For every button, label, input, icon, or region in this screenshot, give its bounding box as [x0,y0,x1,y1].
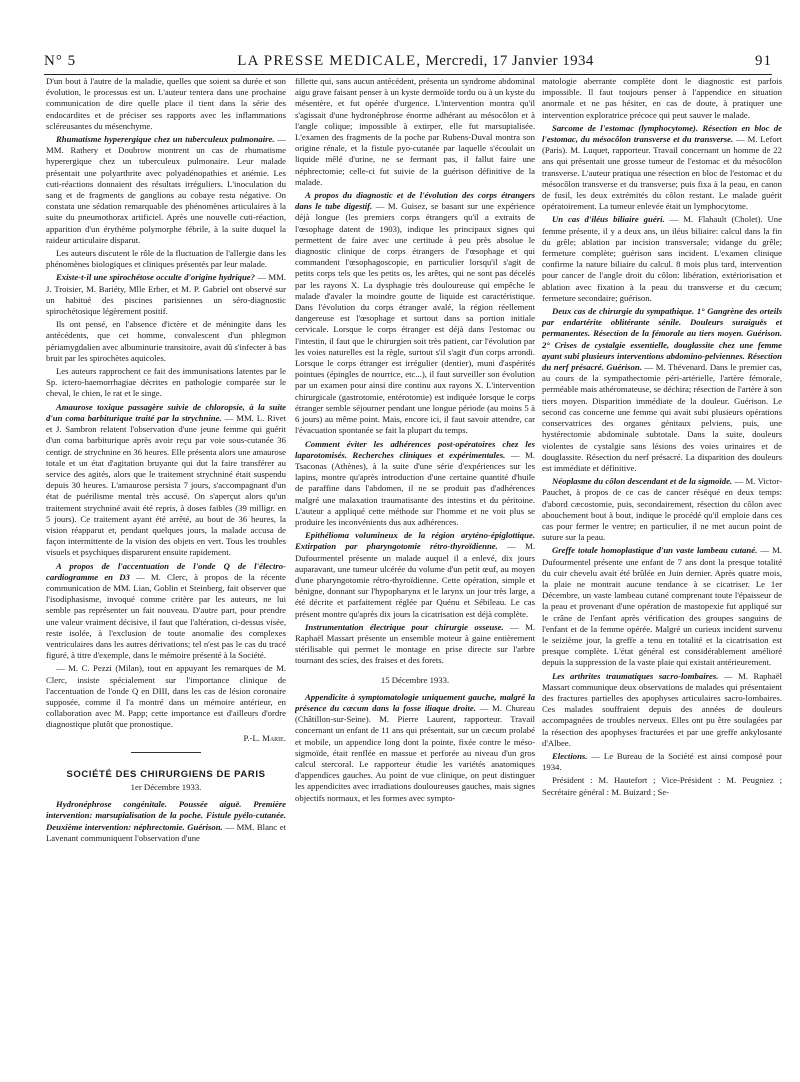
article [295,622,535,667]
article-title: Amaurose toxique passagère suivie de chloropsie, à la suite d'un coma barbiturique traité par la strychnine. [46,401,286,423]
article [295,530,535,620]
article-title: Néoplasme du côlon descendant et de la sigmoïde. [552,476,733,487]
paragraph: fillette qui, sans aucun antécédent, présenta un syndrome abdominal aigu grave faisant penser à un kyste dermoïde tordu ou à un kyste du mésentère, et fut opérée d'urgence. L'intervention montra qu'il s'agissait d'une hydronéphrose énorme adhérant au mésocôlon et à l'angle colique; impossible à extirper, elle fut marsupialisée. L'examen des fragments de la poche par Rubens-Duval montra son origine rénale, et la fistule pyo-cutanée par laquelle s'écoulait un liquide mêlé d'urine, ne se fermant pas, il fallut faire une néphrectomie; celle-ci fut suivie de la guérison définitive de la malade. [295,76,535,187]
article-title: Comment éviter les adhérences post-opératoires chez les laparotomisés. Recherches cliniques et expérimentales. [295,438,535,460]
article-title: A propos de l'accentuation de l'onde Q de l'électro-cardiogramme en D3 [46,560,286,582]
section-heading: SOCIÉTÉ DES CHIRURGIENS DE PARIS [66,768,266,780]
paragraph: Les auteurs discutent le rôle de la fluctuation de l'allergie dans les phénomènes biologiques et cliniques présentés par leur malade. [46,248,286,270]
paragraph: — M. C. Pezzi (Milan), tout en appuyant les remarques de M. Clerc, insiste spécialement sur l'importance clinique de l'accentuation de l'onde Q en DIII, dans les cas de lésion coronaire supposée, comme il l'a montré dans un mémoire antérieur, en collaboration avec M. Papp; cette importance est d'ailleurs d'ordre diagnostique plutôt que pronostique. [46,663,286,730]
page-header [44,44,772,75]
article-title: Existe-t-il une spirochétose occulte d'origine hydrique? [56,272,255,283]
article [542,476,782,543]
article [295,439,535,529]
issue-number: N° 5 [44,53,77,69]
section-date: 1er Décembre 1933. [130,781,202,792]
article [295,692,535,804]
article-title: Les arthrites traumatiques sacro-lombaires. [552,670,719,681]
article-title: Greffe totale homoplastique d'un vaste lambeau cutané. [552,545,758,556]
paragraph: Ils ont pensé, en l'absence d'ictère et de méningite dans les antécédents, que cet homme, convalescent d'un phlegmon périamygdalien avec albuminurie transitoire, avait dû s'infecter à bas bruit par les spirochètes aquicoles. [46,319,286,363]
article-body: — M. Thévenard. Dans le premier cas, au cours de la sympathectomie péri-artérielle, l'artère fémorale, perméable mais athéromateuse, se déchira; résection de l'artère à son tiers moyen. Disparition immédiate de la douleur. Guérison. Le second cas concerne une femme qui avait subi plusieurs opérations conservatrices des organes génitaux pelviens, puis, une hystérectomie abdominale subtotale. Dans la suite, douleurs violentes de cystalgie sans lésions des voies urinaires et de douglassite. Résection du nerf présacré. La disparition des douleurs est immédiate et définitive. [542,362,782,473]
session-date: 15 Décembre 1933. [380,674,450,685]
article-body: — MM. J. Troisier, M. Bariéty, Mlle Erber, et M. P. Gabriel ont observé sur un habitué des piscines parisiennes un séro-diagnostic spirochétosique légèrement positif. [46,272,286,317]
divider [131,752,201,753]
article-title: Appendicite à symptomatologie uniquement gauche, malgré la présence du cæcum dans la fosse iliaque droite. [295,691,535,713]
journal-name: LA PRESSE MEDICALE, [237,53,422,69]
article-body: — MM. Rathery et Doubrow montrent un cas de rhumatisme hyperergique chez un tuberculeux pulmonaire. Leur malade présentait une polyarthrite avec polyadénopathies et anémie. Les cuti-réactions donnaient des résultats irréguliers. L'inoculation du sang et de fragments de ganglions au cobaye resta négative. On constata une sédation remarquable des phénomènes articulaires à la suite du pneumothorax artificiel. Après une nouvelle cuti-réaction, apparition d'un érythème polymorphe fébrile, à la suite duquel la raideur articulaire disparut. [46,134,286,245]
article-title: Instrumentation électrique pour chirurgie osseuse. [305,621,504,632]
article [542,306,782,474]
running-title [237,53,594,70]
article-title: Hydronéphrose congénitale. Poussée aiguë. Première intervention: marsupialisation de la poche. Fistule pyélo-cutanée. Deuxième intervention: néphrectomie. Guérison. [46,799,286,832]
article-body: — M. Dufourmentel présente une enfant de 7 ans dont la presque totalité du cuir chevelu avait été brûlée en Juin dernier. Après quatre mois, la plaie ne montrait aucune tendance à se cicatriser. Le 1er Décembre, un vaste lambeau cutané comprenant toute l'épaisseur de la peau et provenant d'une opération de mastopexie fut appliqué sur le crâne de l'enfant après vérification des groupes sanguins de l'enfant et de la femme opérée. Malgré un curieux incident survenu le seizième jour, la greffe a tenu en totalité et la cicatrisation est presque complète. L'état général est considérablement amélioré depuis la suppression de la vaste plaie qui existait antérieurement. [542,545,782,668]
article-body: — M. Guisez, se basant sur une expérience déjà longue (les premiers corps étrangers qu'il a extraits de l'œsophage datent de 1903), indique les principaux signes qui permettent de faire avec une certitude à peu près absolue le diagnostic clinique de corps étrangers de l'œsophage et qui commandent l'œsophagoscopie, en particulier lorsqu'il s'agit de petits corps tels que les petits os, les arêtes, qui ne sont pas décelés par les rayons X. La dysphagie très douloureuse qui empêche le malade d'avaler la moindre goutte de liquide est caractéristique. Dans l'évolution du corps étranger avalé, la région réellement dangereuse est l'œsophage et surtout dans sa portion initiale cervicale. Lorsque le corps étranger est déjà dans l'estomac ou l'intestin, il faut que le chirurgien soit très patient, car l'évolution par les voies naturelles est la règle, surtout s'il s'agit d'un corps arrondi. Lorsque le corps étranger est irrégulier (dentier), muni d'aspérités pointues (épingles de nourrice, etc...), il faut surveiller son évolution par un examen pour ainsi dire continu aux rayons X. L'intervention chirurgicale (gastrotomie, entérotomie) est indiquée lorsque le corps étranger semble séjourner pendant une longue période (au moins 5 à 6 jours) au même point. Mais, encore ici, il faut savoir attendre, car l'évacuation spontanée se fait la plupart du temps. [295,201,535,436]
article-body: — MM. Blanc et Lavenant communiquent l'observation d'une [46,821,286,843]
author-signature: P.-L. Marie. [243,732,286,743]
page-number: 91 [755,53,772,69]
column-1 [46,76,286,1076]
article-title: A propos du diagnostic et de l'évolution des corps étrangers dans le tube digestif. [295,190,535,212]
issue-date: Mercredi, 17 Janvier 1934 [425,53,594,69]
article [542,751,782,773]
article-title: Elections. [552,750,588,761]
article-body: — M. Raphaël Massart communique deux observations de malades qui présentaient des fractures partielles des apophyses articulaires sacro-lombaires. Ces malades souffraient depuis des années de douleurs accompagnées de troubles nerveux. Elles ont pu être soulagées par la résection des apophyses fracturées et par une greffe ankylosante d'Albee. [542,670,782,748]
column-3 [542,76,782,1076]
column-2 [295,76,535,1076]
article-body: — M. Victor-Pauchet, à propos de ce cas de cancer réséqué en deux temps: d'abord cæcostomie, puis, secondairement, résection du côlon avec abouchement bout à bout, indique le procédé qu'il emploie dans ces cas pour fermer le ventre; en particulier, il ne met aucun point de suture sur la peau. [542,476,782,543]
article-body: — M. Raphaël Massart présente un ensemble moteur à gaine entièrement stérilisable qui permet le montage en prise directe sur l'arbre tournant des scies, des fraises et des forets. [295,621,535,666]
article-title: Sarcome de l'estomac (lymphocytome). Résection en bloc de l'estomac, du mésocôlon transverse et du transverse. [542,122,782,145]
article-title: Un cas d'iléus biliaire guéri. [552,214,665,225]
article [46,272,286,317]
article-body: — M. Clerc, à propos de la récente communication de MM. Lian, Goblin et Steinberg, fait observer que l'isodiphasisme, invoqué comme critère par les auteurs, ne lui semble pas représenter un fait nouveau. D'autre part, pour prendre une valeur vraiment décisive, il faut que l'altération, ci-dessus visée, reste isolée, à l'exclusion de toute anomalie des complexes ventriculaires dans les autres dérivations; tel n'est pas le cas du tracé figuré, à titre d'exemple, dans le mémoire présenté à la Société. [46,571,286,661]
article-title: Rhumatisme hyperergique chez un tuberculeux pulmonaire. [56,134,275,145]
article-body: — M. Dufourmentel présente un malade auquel il a enlevé, dix jours auparavant, une tumeur ulcérée du volume d'un petit œuf, au moyen d'une pharyngotomie rétro-thyroïdienne. Cette opération, simple et bénigne, donnant sur l'hypopharynx et le larynx un jour très large, a été décrite et parfaitement réglée par Quénu et Sébileau. Le cas présent montre qu'après dix jours la cicatrisation est déjà complète. [295,541,535,619]
article-body: — MM. L. Rivet et J. Sambron relatent l'observation d'une jeune femme qui guérit d'un coma barbiturique après avoir reçu par voie sous-cutanée 36 centigr. de strychnine en 36 heures. Elle présenta alors une amaurose totale et un état d'agitation bruyante qui dut la faire transférer au service des agités, alors que le traitement strychniné était suspendu depuis 30 heures. L'amaurose persista 7 jours, s'accompagnant d'un état de puérilisme mental très accusé. On s'aperçut alors qu'un traitement strychniné avait été repris, à doses faibles (39 milligr. en 5 jours). Ce traitement ayant été arrêté, au bout de 36 heures, la vision réapparut et, pendant quelques jours, la malade accusa de façon intermittente de la vision des objets en vert. Tous les troubles visuels et psychiques disparurent ensuite rapidement. [46,412,286,558]
article [542,214,782,304]
article-body: — M. Flahault (Cholet). Une femme présente, il y a deux ans, un iléus biliaire: calcul dans la fin du grêle; ablation par incision transversale; vidange du grêle; fermeture complète; guérison sans incident. L'examen clinique confirme la nature biliaire du calcul. 8 mois plus tard, intervention pour cancer de l'angle droit du côlon: libération, extériorisation et ablation avec fixation à la peau du transverse et du cæcum; fermeture secondaire; guérison. [542,214,782,303]
article-body: — M. Lefort (Paris). M. Luquet, rapporteur. Travail concernant un homme de 22 ans qui présentait une grosse tumeur de l'estomac et du mésocôlon transverse. L'auteur pratiqua une résection en bloc de l'estomac et du mésocôlon transverse et du transverse; puis fixa à la peau, en canon de fusil, les deux extrémités du côlon restant. Le malade guérit opératoirement. La tumeur enlevée était un lymphocytome. [542,134,782,212]
article [46,134,286,246]
paragraph: matologie aberrante complète dont le diagnostic est parfois impossible. Il faut toujours penser à l'appendice en situation anormale et ne pas hésiter, en cas de doute, à pratiquer une intervention exploratrice précoce qui peut sauver le malade. [542,76,782,120]
paragraph: D'un bout à l'autre de la maladie, quelles que soient sa durée et son évolution, le processus est un. L'auteur tentera dans une prochaine communication de dire quelle place il tient dans la série des endocardites et de préciser ses rapports avec les inflammations scléreusantes du mésenchyme. [46,76,286,131]
paragraph: Président : M. Hautefort ; Vice-Président : M. Peugniez ; Secrétaire général : M. Buizard ; Se- [542,775,782,797]
article-body: — Le Bureau de la Société est ainsi composé pour 1934. [542,750,782,773]
article-title: Deux cas de chirurgie du sympathique. 1° Gangrène des orteils par endartérite oblitérante sénile. Douleurs suraiguës et permanentes. Résection de la fémorale au tiers moyen. Guérison. 2° Crises de cystalgie essentielle, douglassite chez une femme ayant subi plusieurs interventions abdomino-pelviennes. Résection du nerf présacré. Guérison. [542,306,782,373]
article [542,545,782,668]
article [46,561,286,662]
article-body: — M. Tsaconas (Athènes), à la suite d'une série d'expériences sur les lapins, montre qu'après introduction d'une certaine quantité d'huile de paraffine dans l'abdomen, il ne se produit pas d'adhérences malgré une malaxation traumatisante des intestins et du péritoine. L'auteur a appliqué cette méthode sur l'homme et ne voit plus se produire les inconvénients dus aux adhérences. [295,449,535,527]
article-body: — M. Chureau (Châtillon-sur-Seine). M. Pierre Laurent, rapporteur. Travail concernant un enfant de 11 ans qui présentait, sur un cæcum prolabé et mobile, un appendice long dont la pointe, fixée contre le méso-sigmoïde, était renflée en massue et perforée au niveau d'un gros calcul stercoral. Le rapporteur étudie les variétés anatomiques d'appendices gauches. Au point de vue clinique, on peut distinguer les appendicites avec irradiations douloureuses gauches, mais signes objectifs normaux, et les formes avec sympto- [295,702,535,803]
article [46,402,286,559]
article [542,671,782,749]
article-title: Epithélioma volumineux de la région aryténo-épiglottique. Extirpation par pharyngotomie rétro-thyroïdienne. [295,530,535,552]
article [46,799,286,844]
paragraph: Les auteurs rapprochent ce fait des immunisations latentes par le Sp. ictero-haemorrhagiae décrites en pathologie comparée sur le cheval, le chien, le rat et le singe. [46,366,286,399]
article [295,190,535,436]
article [542,123,782,213]
